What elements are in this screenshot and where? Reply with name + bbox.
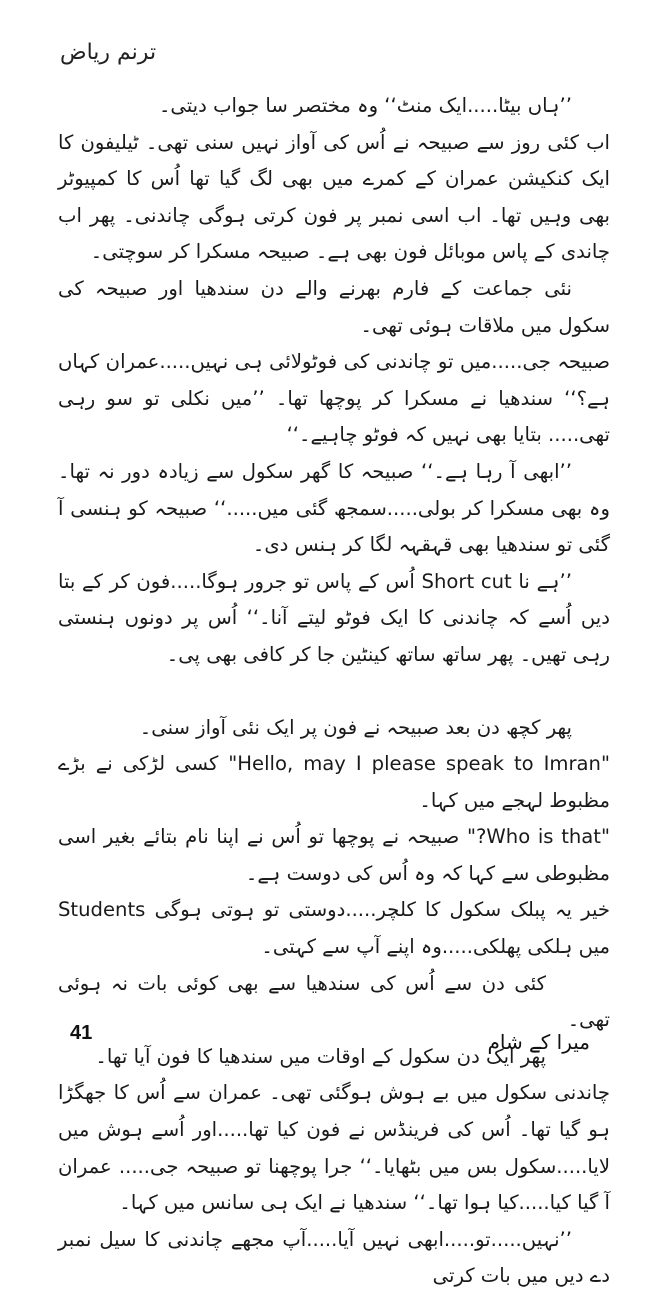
paragraph: "Who is that?" صبیحہ نے پوچھا تو اُس نے اپنا نام بتائے بغیر اسی مظبوطی سے کہا کہ وہ اُس کی دوست ہے۔ — [58, 825, 611, 885]
paragraph: کئی دن سے اُس کی سندھیا سے بھی کوئی بات نہ ہوئی تھی۔ — [58, 971, 610, 1032]
paragraph: پھر ایک دن سکول کے اوقات میں سندھیا کا فون آیا تھا۔ — [95, 1044, 546, 1068]
story-text — [58, 88, 610, 1295]
book-title: میرا کے شام — [487, 1030, 590, 1054]
paragraph: نئی جماعت کے فارم بھرنے والے دن سندھیا اور صبیحہ کی سکول میں ملاقات ہوئی تھی۔ — [58, 276, 610, 337]
paragraph: "Hello, may I please speak to Imran" کسی لڑکی نے بڑے مظبوط لہجے میں کہا۔ — [58, 752, 610, 812]
page-number: 41 — [70, 1022, 93, 1044]
paragraph: خیر یہ پبلک سکول کا کلچر.....دوستی تو ہوتی ہوگی Students میں ہلکی پھلکی.....وہ اپنے آپ سے کہتی۔ — [58, 898, 610, 959]
paragraph: چاندنی سکول میں بے ہوش ہوگئی تھی۔ عمران سے اُس کا جھگڑا ہو گیا تھا۔ اُس کی فرینڈس نے فون کیا تھا.....اور اُسے ہوش میں لایا.....سکول بس میں بٹھایا۔‘‘ جرا پوچھنا تو صبیحہ جی..... عمران آ گیا کیا.....کیا ہوا تھا۔‘‘ سندھیا نے ایک ہی سانس میں کہا۔ — [58, 1081, 610, 1215]
paragraph: ’’نہیں.....تو.....ابھی نہیں آیا.....آپ مجھے چاندنی کا سیل نمبر دے دیں میں بات کرتی — [58, 1227, 610, 1288]
paragraph: ’’ہاں بیٹا.....ایک منٹ‘‘ وہ مختصر سا جواب دیتی۔ — [158, 94, 572, 117]
paragraph: اب کئی روز سے صبیحہ نے اُس کی آواز نہیں سنی تھی۔ ٹیلیفون کا ایک کنکیشن عمران کے کمرے میں بھی لگ گیا تھا اُس کا کمپیوٹر بھی وہیں تھا۔ اب اسی نمبر پر فون کرتی ہوگی چاندنی۔ پھر اب چاندی کے پاس موبائل فون بھی ہے۔ صبیحہ مسکرا کر سوچتی۔ — [58, 130, 610, 264]
paragraph: صبیحہ جی.....میں تو چاندنی کی فوٹولائی ہی نہیں.....عمران کہاں ہے؟‘‘ سندھیا نے مسکرا کر پوچھا تھا۔ ’’میں نکلی تو سو رہی تھی..... بتایا بھی نہیں کہ فوٹو چاہیے۔‘‘ — [58, 350, 610, 447]
author-header: ترنم ریاض — [60, 40, 157, 65]
paragraph: ’’ہے نا Short cut اُس کے پاس تو جرور ہوگا.....فون کر کے بتا دیں اُسے کہ چاندنی کا ایک فوٹو لیتے آنا۔‘‘ اُس پر دونوں ہنستی رہی تھیں۔ پھر ساتھ ساتھ کینٹین جا کر کافی بھی پی۔ — [58, 569, 610, 666]
paragraph: پھر کچھ دن بعد صبیحہ نے فون پر ایک نئی آواز سنی۔ — [139, 715, 572, 739]
paragraph: ’’ابھی آ رہا ہے۔‘‘ صبیحہ کا گھر سکول سے زیادہ دور نہ تھا۔ وہ بھی مسکرا کر بولی.....سمجھ گئی میں.....‘‘ صبیحہ کو ہنسی آ گئی تو سندھیا بھی قہقہہ لگا کر ہنس دی۔ — [58, 459, 610, 557]
